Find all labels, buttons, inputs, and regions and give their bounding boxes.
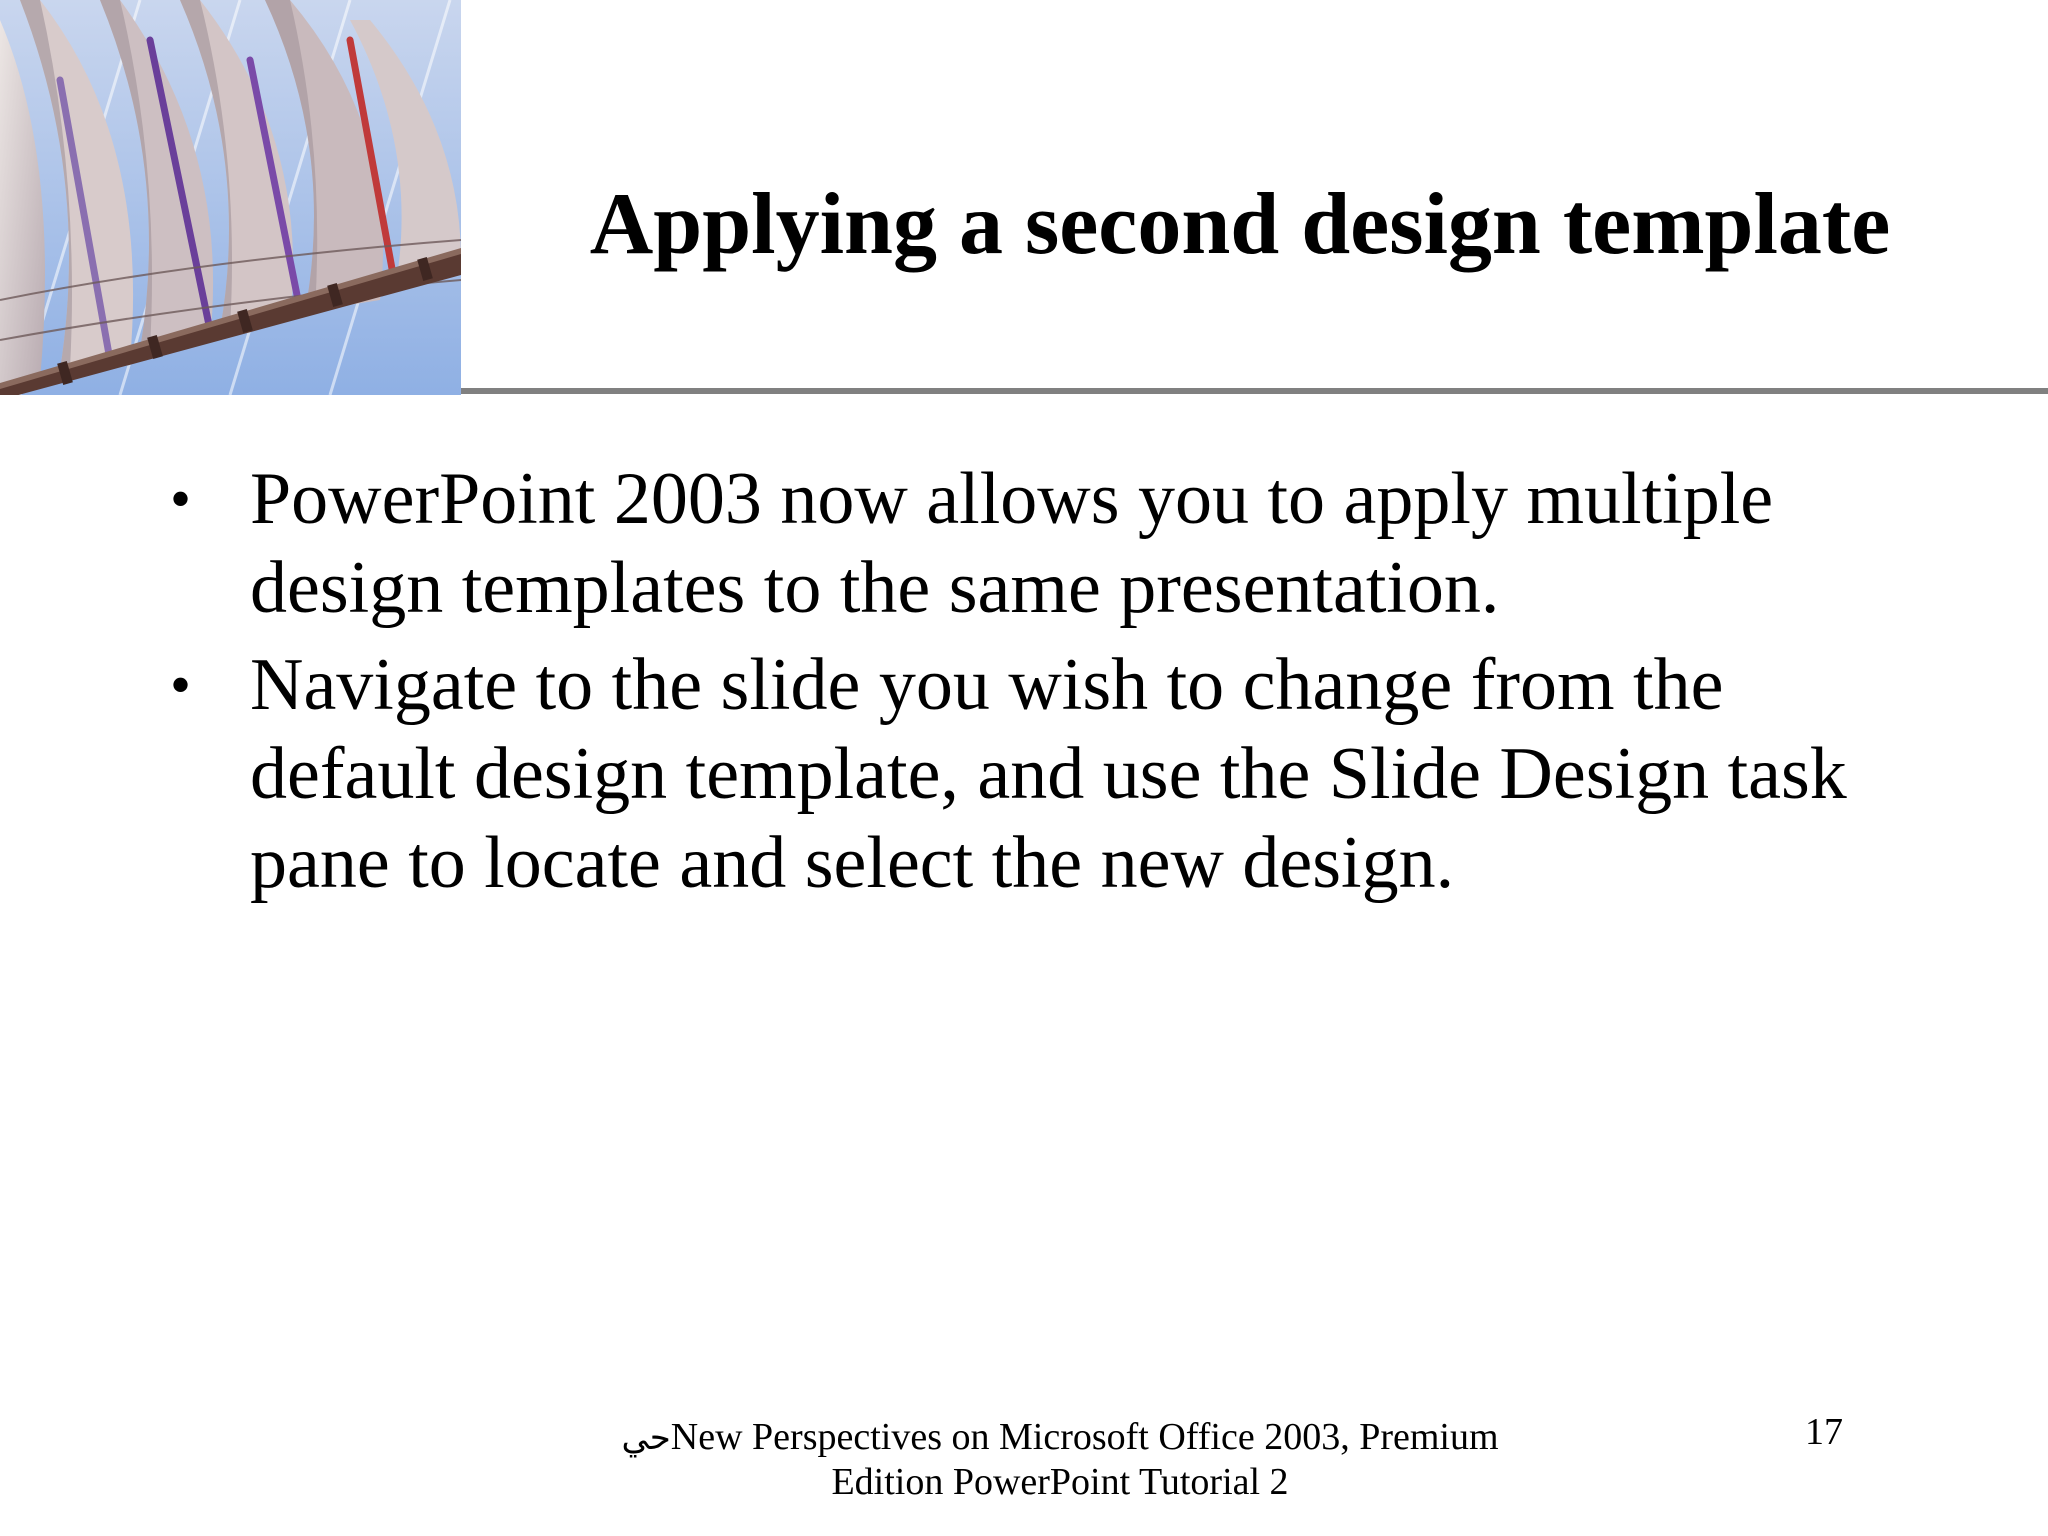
- bullet-marker: •: [170, 652, 192, 718]
- footer-line-2: Edition PowerPoint Tutorial 2: [831, 1461, 1289, 1503]
- header-divider: [461, 388, 2048, 394]
- bullet-text: PowerPoint 2003 now allows you to apply multiple design templates to the same presentation.: [250, 458, 1774, 629]
- footer-glyph: حي: [621, 1418, 671, 1458]
- bullet-item: [170, 641, 1870, 908]
- footer-line-1: New Perspectives on Microsoft Office 2003, Premium: [670, 1416, 1499, 1458]
- sails-photo: [0, 0, 461, 395]
- bullet-item: [170, 455, 1870, 633]
- bullet-list: [170, 455, 1870, 908]
- bullet-text: Navigate to the slide you wish to change from the default design template, and use the Slide Design task pane to locate and select the new design.: [250, 644, 1847, 904]
- page-number: 17: [1805, 1411, 1843, 1453]
- footer-text: [560, 1415, 1560, 1504]
- bullet-marker: •: [170, 466, 192, 532]
- slide-title: Applying a second design template: [589, 176, 1891, 273]
